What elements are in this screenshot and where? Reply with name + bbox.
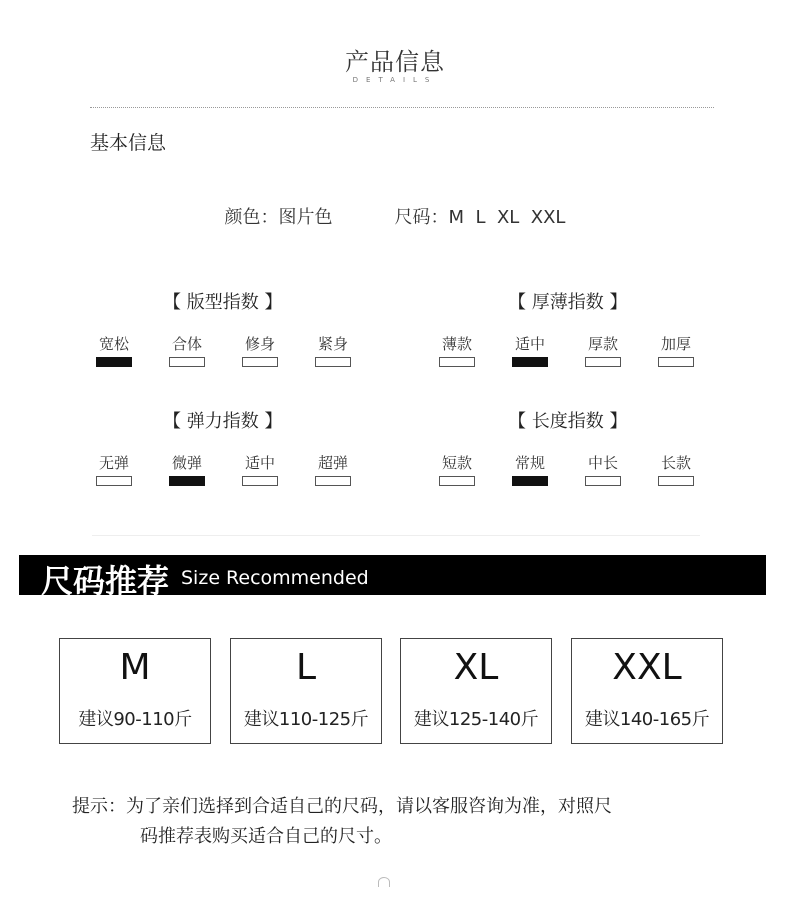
index-level-bar <box>242 476 278 486</box>
size-card-weight-range: 建议110-125斤 <box>243 709 369 730</box>
index-level-bar <box>315 357 351 367</box>
color-label: 颜色： <box>224 207 279 228</box>
basic-info-heading: 基本信息 <box>90 132 167 154</box>
size-card <box>571 638 723 744</box>
index-title: 【 版型指数 】 <box>163 292 283 313</box>
index-level-label: 短款 <box>441 454 472 472</box>
size-card-name: L <box>295 647 317 688</box>
tip-line-2: 码推荐表购买适合自己的尺寸。 <box>140 826 392 847</box>
index-level-bar <box>315 476 351 486</box>
dotted-divider <box>90 107 714 108</box>
index-level-bar <box>96 476 132 486</box>
size-card-name: XL <box>453 647 499 688</box>
section-subtitle-details: DETAILS <box>352 76 438 84</box>
index-level-bar-selected <box>512 357 548 367</box>
index-level-label: 紧身 <box>317 335 348 353</box>
index-level-label: 厚款 <box>587 335 618 353</box>
size-card-name: M <box>119 647 151 688</box>
index-level-bar <box>439 476 475 486</box>
size-card-weight-range: 建议140-165斤 <box>584 709 710 730</box>
index-level-bar <box>585 357 621 367</box>
index-level-bar <box>439 357 475 367</box>
basic-info-row <box>0 203 790 229</box>
section-title-product-info: 产品信息 <box>345 48 445 76</box>
index-title: 【 长度指数 】 <box>508 411 628 432</box>
index-level-bar-selected <box>512 476 548 486</box>
banner-title-en: Size Recommended <box>181 567 369 589</box>
index-level-bar <box>658 476 694 486</box>
index-level-label: 超弹 <box>317 454 348 472</box>
index-level-label: 修身 <box>244 335 275 353</box>
size-label: 尺码： <box>394 207 449 228</box>
size-card <box>400 638 552 744</box>
color-value: 图片色 <box>278 207 333 228</box>
tip-line-1: 提示：为了亲们选择到合适自己的尺码，请以客服咨询为准，对照尺 <box>72 796 612 817</box>
index-level-label: 常规 <box>514 454 545 472</box>
banner-title-cn: 尺码推荐 <box>41 562 170 600</box>
size-card-weight-range: 建议125-140斤 <box>413 709 539 730</box>
index-level-bar <box>585 476 621 486</box>
index-level-label: 宽松 <box>98 335 129 353</box>
size-card-name: XXL <box>612 647 682 688</box>
index-level-bar <box>242 357 278 367</box>
index-level-label: 长款 <box>660 454 691 472</box>
index-level-label: 中长 <box>587 454 618 472</box>
size-value: M L XL XXL <box>448 207 566 228</box>
index-level-label: 加厚 <box>660 335 691 353</box>
size-card <box>59 638 211 744</box>
index-level-bar-selected <box>169 476 205 486</box>
index-level-label: 无弹 <box>98 454 129 472</box>
index-level-label: 合体 <box>171 335 202 353</box>
index-level-bar <box>169 357 205 367</box>
index-level-bar <box>658 357 694 367</box>
index-title: 【 厚薄指数 】 <box>508 292 628 313</box>
index-level-bar-selected <box>96 357 132 367</box>
decorative-mark <box>378 877 390 887</box>
section-divider <box>92 535 700 536</box>
index-title: 【 弹力指数 】 <box>163 411 283 432</box>
index-level-label: 薄款 <box>441 335 472 353</box>
size-card-weight-range: 建议90-110斤 <box>78 709 192 730</box>
size-card <box>230 638 382 744</box>
index-level-label: 适中 <box>514 335 545 353</box>
index-level-label: 微弹 <box>171 454 202 472</box>
size-recommend-banner <box>19 555 766 600</box>
index-level-label: 适中 <box>244 454 275 472</box>
